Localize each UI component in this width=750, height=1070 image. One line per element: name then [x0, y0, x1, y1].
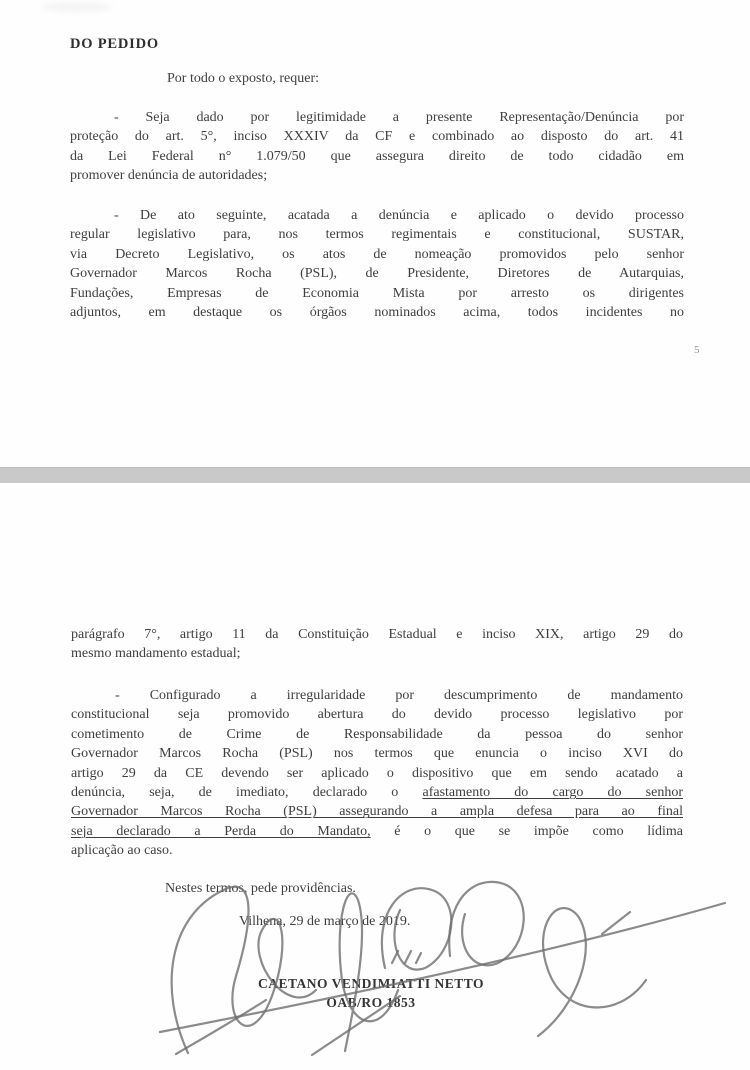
text-line: parágrafo 7°, artigo 11 da Constituição Estadual e inciso XIX, artigo 29 do: [71, 627, 683, 642]
signature-stroke: [312, 996, 400, 1055]
text-line: denúncia, seja, de imediato, declarado o afastamento do cargo do senhor: [71, 785, 683, 801]
paragraph-continuation: [71, 625, 683, 664]
text-line: seja declarado a Perda do Mandato, é o que se impõe como lídima: [71, 823, 683, 839]
text-line: - De ato seguinte, acatada a denúncia e aplicado o devido processo: [114, 208, 684, 223]
paragraph-request-1: [70, 108, 684, 186]
text-line: promover denúncia de autoridades;: [70, 168, 268, 184]
text-line: Governador Marcos Rocha (PSL) nos termos que enuncia o inciso XVI do: [71, 746, 683, 762]
text-line: artigo 29 da CE devendo ser aplicado o dispositivo que em sendo acatado a: [71, 765, 683, 781]
text-line: mesmo mandamento estadual;: [71, 646, 241, 662]
signature-stroke: [172, 887, 316, 1053]
text-line: - Configurado a irregularidade por descumprimento de mandamento: [115, 688, 683, 703]
section-heading: DO PEDIDO: [70, 36, 159, 52]
text-line: da Lei Federal n° 1.079/50 que assegura direito de todo cidadão em: [70, 148, 684, 164]
intro-line: Por todo o exposto, requer:: [167, 71, 320, 86]
signer-name: CAETANO VENDIMIATTI NETTO: [257, 976, 485, 991]
scan-artifact: [42, 2, 112, 12]
signature-scribble: [140, 868, 740, 1070]
text-line: Fundações, Empresas de Economia Mista por arresto os dirigentes: [70, 285, 684, 301]
text-line: Governador Marcos Rocha (PSL) assegurando a ampla defesa para ao final: [71, 804, 683, 820]
signature-stroke: [382, 888, 451, 969]
text-line: cometimento de Crime de Responsabilidade da pessoa do senhor: [71, 726, 683, 742]
paragraph-request-2: [70, 206, 684, 322]
page-number: 5: [694, 344, 700, 356]
date-line: Vilhena, 29 de março de 2019.: [239, 914, 411, 929]
signature-stroke: [538, 908, 646, 1036]
signer-oab-number: OAB/RO 1853: [326, 995, 416, 1010]
signature-stroke: [340, 893, 398, 1051]
text-line: - Seja dado por legitimidade a presente Representação/Denúncia por: [114, 110, 684, 125]
text-line: adjuntos, em destaque os órgãos nominados acima, todos incidentes no: [70, 305, 684, 321]
closing-line: Nestes termos, pede providências.: [165, 881, 356, 896]
text-line: regular legislativo para, nos termos regimentais e constitucional, SUSTAR,: [70, 227, 684, 243]
text-line: aplicação ao caso.: [71, 843, 173, 859]
paragraph-request-3: [71, 686, 683, 861]
signature-stroke: [392, 951, 421, 963]
text-line: Governador Marcos Rocha (PSL), de Presidente, Diretores de Autarquias,: [70, 266, 684, 282]
signature-stroke: [449, 882, 523, 965]
document-page-1: [0, 0, 750, 467]
text-line: constitucional seja promovido abertura do devido processo legislativo por: [71, 707, 683, 723]
text-line: proteção do art. 5°, inciso XXXIV da CF e combinado ao disposto do art. 41: [70, 129, 684, 145]
text-line: via Decreto Legislativo, os atos de nomeação promovidos pelo senhor: [70, 246, 684, 262]
